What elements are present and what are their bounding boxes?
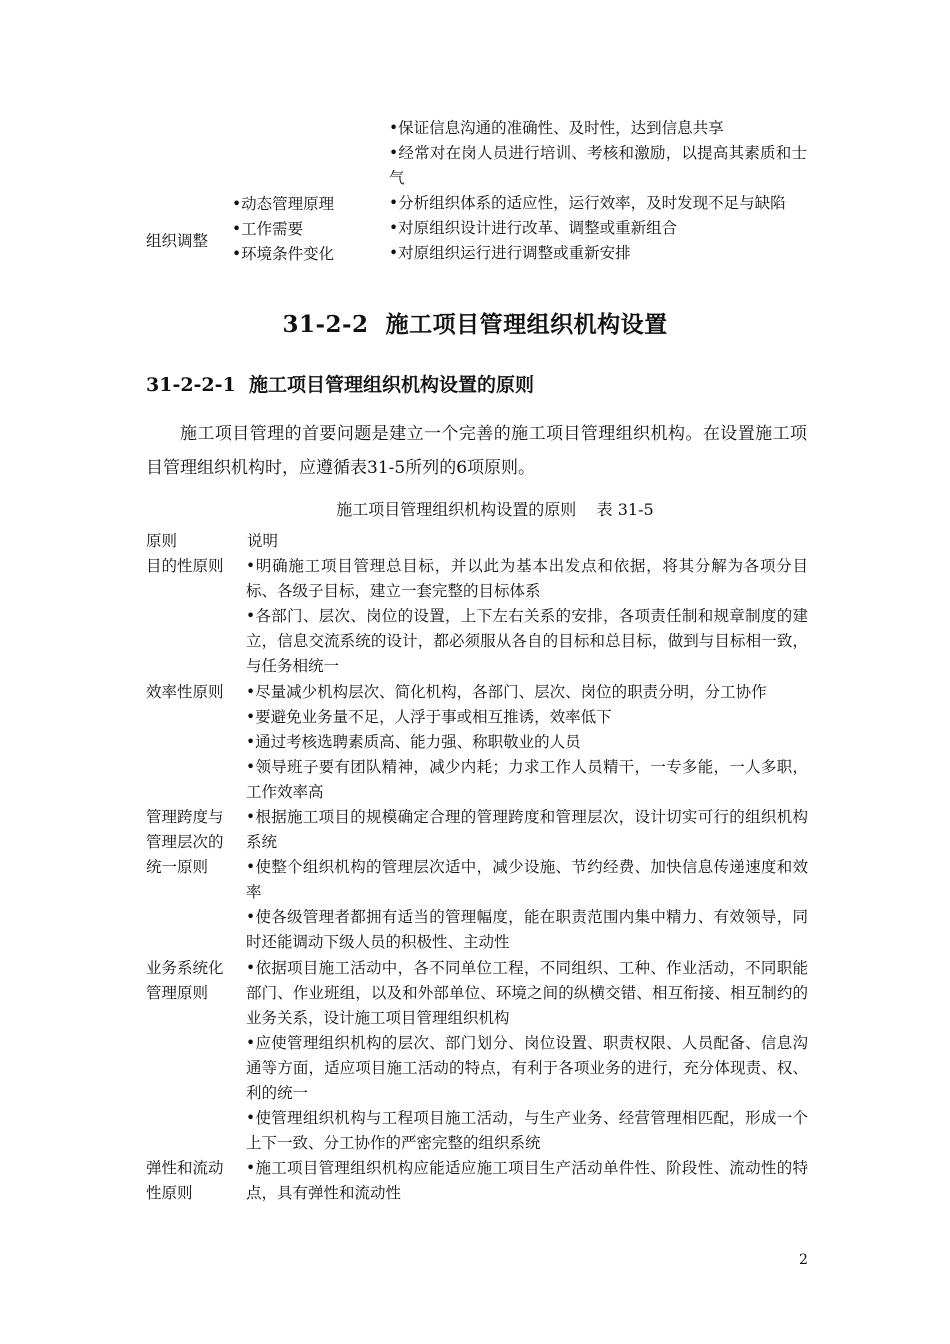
intro-paragraph: 施工项目管理的首要问题是建立一个完善的施工项目管理组织机构。在设置施工项目管理组织机构时，应遵循表31-5所列的6项原则。 bbox=[146, 424, 807, 478]
description-item: •根据施工项目的规模确定合理的管理跨度和管理层次，设计切实可行的组织机构系统 bbox=[246, 808, 808, 851]
row-description bbox=[246, 680, 808, 805]
cause-item: •工作需要 bbox=[232, 220, 304, 238]
description-item: •要避免业务量不足，人浮于事或相互推诱，效率低下 bbox=[246, 708, 612, 726]
description-item: •各部门、层次、岗位的设置，上下左右关系的安排，各项责任制和规章制度的建立，信息交流系统的设计，都必须服从各自的目标和总目标，做到与目标相一致，与任务相统一 bbox=[246, 607, 808, 675]
description-item: •施工项目管理组织机构应能适应施工项目生产活动单件性、阶段性、流动性的特点，具有弹性和流动性 bbox=[246, 1159, 808, 1202]
subsection-title: 施工项目管理组织机构设置的原则 bbox=[249, 374, 535, 396]
row-description bbox=[246, 1156, 808, 1206]
measure-item: •经常对在岗人员进行培训、考核和激励，以提高其素质和士气 bbox=[389, 144, 807, 187]
org-adjust-causes bbox=[232, 192, 382, 267]
table-header-principle: 原则 bbox=[146, 532, 178, 550]
row-description bbox=[246, 805, 808, 955]
page-number: 2 bbox=[799, 1252, 808, 1268]
row-principle: 目的性原则 bbox=[146, 557, 224, 575]
table-number: 表 31-5 bbox=[596, 500, 654, 519]
table-caption bbox=[0, 497, 950, 520]
row-principle: 业务系统化管理原则 bbox=[146, 959, 224, 1002]
description-item: •通过考核选聘素质高、能力强、称职敬业的人员 bbox=[246, 733, 581, 751]
subsection-heading bbox=[146, 370, 534, 397]
description-item: •使管理组织机构与工程项目施工活动，与生产业务、经营管理相匹配，形成一个上下一致、分工协作的严密完整的组织系统 bbox=[246, 1109, 808, 1152]
section-title: 施工项目管理组织机构设置 bbox=[385, 311, 668, 338]
table-caption-title: 施工项目管理组织机构设置的原则 bbox=[336, 500, 577, 519]
row-principle: 效率性原则 bbox=[146, 683, 224, 701]
measure-item: •保证信息沟通的准确性、及时性，达到信息共享 bbox=[389, 119, 724, 137]
org-adjust-label: 组织调整 bbox=[146, 232, 209, 250]
description-item: •尽量减少机构层次、简化机构，各部门、层次、岗位的职责分明，分工协作 bbox=[246, 683, 767, 701]
row-description bbox=[246, 956, 808, 1156]
org-adjust-measures bbox=[389, 116, 807, 266]
section-heading bbox=[0, 306, 950, 339]
description-item: •使各级管理者都拥有适当的管理幅度，能在职责范围内集中精力、有效领导，同时还能调动下级人员的积极性、主动性 bbox=[246, 908, 808, 951]
cause-item: •环境条件变化 bbox=[232, 245, 335, 263]
subsection-number: 31-2-2-1 bbox=[146, 374, 236, 396]
measure-item: •分析组织体系的适应性，运行效率，及时发现不足与缺陷 bbox=[389, 194, 786, 212]
section-number: 31-2-2 bbox=[282, 311, 369, 338]
description-item: •应使管理组织机构的层次、部门划分、岗位设置、职责权限、人员配备、信息沟通等方面，适应项目施工活动的特点，有利于各项业务的进行，充分体现责、权、利的统一 bbox=[246, 1034, 808, 1102]
measure-item: •对原组织设计进行改革、调整或重新组合 bbox=[389, 219, 678, 237]
description-item: •领导班子要有团队精神，减少内耗；力求工作人员精干，一专多能，一人多职，工作效率高 bbox=[246, 758, 808, 801]
row-description bbox=[246, 554, 808, 679]
description-item: •依据项目施工活动中，各不同单位工程，不同组织、工种、作业活动，不同职能部门、作业班组，以及和外部单位、环境之间的纵横交错、相互衔接、相互制约的业务关系，设计施工项目管理组织机构 bbox=[246, 959, 808, 1027]
description-item: •明确施工项目管理总目标，并以此为基本出发点和依据，将其分解为各项分目标、各级子目标，建立一套完整的目标体系 bbox=[246, 557, 808, 600]
table-header-description: 说明 bbox=[247, 532, 279, 550]
cause-item: •动态管理原理 bbox=[232, 195, 335, 213]
row-principle: 管理跨度与管理层次的统一原则 bbox=[146, 808, 224, 876]
row-principle: 弹性和流动性原则 bbox=[146, 1159, 224, 1202]
measure-item: •对原组织运行进行调整或重新安排 bbox=[389, 244, 631, 262]
description-item: •使整个组织机构的管理层次适中，减少设施、节约经费、加快信息传递速度和效率 bbox=[246, 858, 808, 901]
